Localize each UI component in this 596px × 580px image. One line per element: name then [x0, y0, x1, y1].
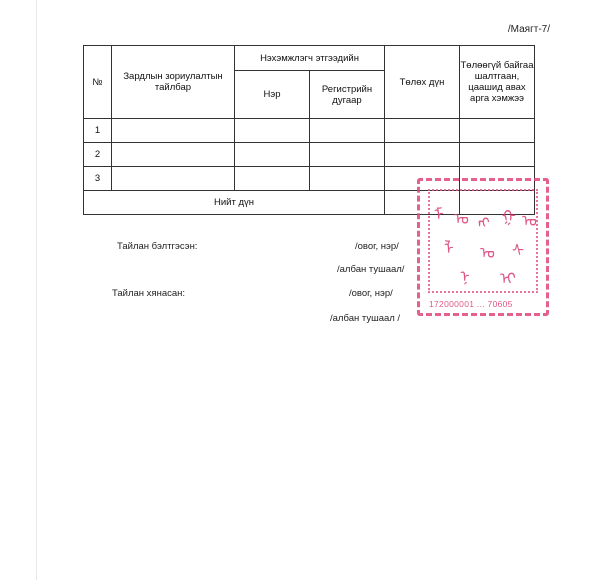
header-supplier-reg: Регистрийн дугаар — [310, 71, 385, 119]
official-stamp — [417, 178, 549, 316]
row-number: 1 — [84, 119, 112, 143]
stamp-script-glyph: ᠮ — [434, 205, 444, 224]
total-label: Нийт дүн — [84, 191, 385, 215]
stamp-script-glyph: ᠩ — [478, 213, 490, 232]
header-supplier-group: Нэхэмжлэгч этгээдийн — [235, 46, 385, 71]
row-number: 3 — [84, 167, 112, 191]
stamp-registration-number: 172000001 ... 70605 — [429, 299, 513, 309]
annex-label: /Маягт-7/ — [507, 24, 550, 35]
header-supplier-name: Нэр — [235, 71, 310, 119]
stamp-script-glyph: ᠣ — [522, 211, 537, 230]
cell-supplier-name[interactable] — [235, 143, 310, 167]
reviewed-name: /овог, нэр/ — [349, 288, 393, 299]
stamp-script-glyph: ᠣ — [454, 209, 469, 228]
cell-description[interactable] — [112, 119, 235, 143]
stamp-script-glyph: ᠰ — [512, 241, 525, 260]
cell-supplier-reg[interactable] — [310, 143, 385, 167]
stamp-script-glyph: ᠢ — [500, 269, 516, 288]
header-no: № — [84, 46, 112, 119]
cell-supplier-reg[interactable] — [310, 119, 385, 143]
cell-unpaid-reason[interactable] — [460, 143, 535, 167]
cell-payment[interactable] — [385, 143, 460, 167]
prepared-name: /овог, нэр/ — [355, 241, 399, 252]
stamp-script-glyph: ᠭ — [502, 207, 516, 226]
table-row — [84, 143, 535, 167]
reviewed-label: Тайлан хянасан: — [112, 288, 186, 299]
cell-supplier-name[interactable] — [235, 167, 310, 191]
table-row — [84, 119, 535, 143]
cell-supplier-reg[interactable] — [310, 167, 385, 191]
cell-unpaid-reason[interactable] — [460, 119, 535, 143]
cell-payment[interactable] — [385, 119, 460, 143]
header-unpaid-reason: Төлөөгүй байгаа шалтгаан, цаашид авах арга хэмжээ — [460, 46, 535, 119]
cell-supplier-name[interactable] — [235, 119, 310, 143]
reviewed-position: /албан тушаал / — [330, 313, 401, 324]
stamp-script-glyph: ᠤ — [480, 243, 495, 262]
cell-description[interactable] — [112, 167, 235, 191]
page-edge — [36, 0, 37, 580]
header-payment: Төлөх дүн — [385, 46, 460, 119]
prepared-position: /албан тушаал/ — [337, 264, 405, 275]
header-description: Зардлын зориулалтын тайлбар — [112, 46, 235, 119]
stamp-script-glyph: ᠯ — [444, 239, 454, 258]
prepared-label: Тайлан бэлтгэсэн: — [117, 241, 198, 252]
cell-description[interactable] — [112, 143, 235, 167]
row-number: 2 — [84, 143, 112, 167]
stamp-script-glyph: ᠨ — [460, 267, 470, 286]
